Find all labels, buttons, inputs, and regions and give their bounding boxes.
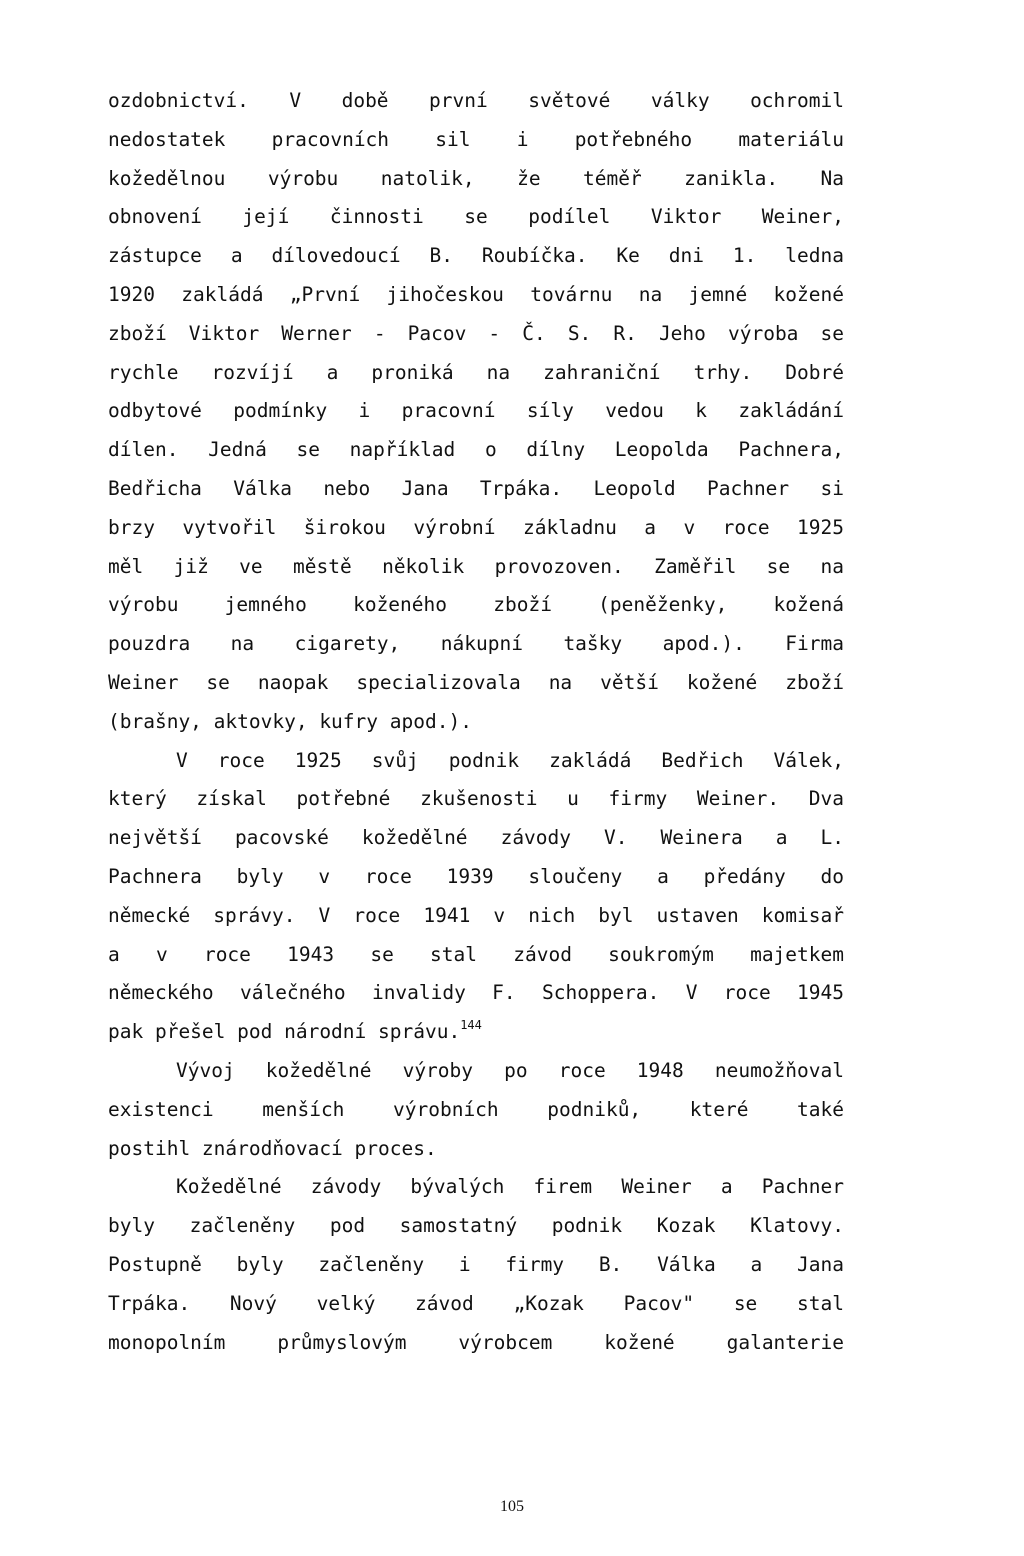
text-line-content: postihl znárodňovací proces. bbox=[108, 1136, 437, 1160]
text-line-content: brzy vytvořil širokou výrobní základnu a v roce 1925 bbox=[108, 515, 844, 539]
text-line bbox=[108, 160, 844, 199]
text-line-content: 1920 zakládá „První jihočeskou továrnu na jemné kožené bbox=[108, 282, 844, 306]
text-line bbox=[108, 1207, 844, 1246]
text-line bbox=[108, 703, 844, 742]
text-line bbox=[108, 936, 844, 975]
text-line bbox=[108, 780, 844, 819]
text-line bbox=[108, 198, 844, 237]
text-line bbox=[108, 548, 844, 587]
text-line-content: (brašny, aktovky, kufry apod.). bbox=[108, 709, 472, 733]
text-line-content: Vývoj kožedělné výroby po roce 1948 neumožňoval bbox=[176, 1058, 844, 1082]
text-line-content: Bedřicha Válka nebo Jana Trpáka. Leopold Pachner si bbox=[108, 476, 844, 500]
text-line-content: německého válečného invalidy F. Schoppera. V roce 1945 bbox=[108, 981, 844, 1005]
text-line bbox=[108, 974, 844, 1013]
text-line bbox=[108, 1052, 844, 1091]
text-line-content: kožedělnou výrobu natolik, že téměř zanikla. Na bbox=[108, 166, 844, 190]
text-line-content: odbytové podmínky i pracovní síly vedou k zakládání bbox=[108, 399, 844, 423]
text-line bbox=[108, 276, 844, 315]
text-line-content: ozdobnictví. V době první světové války ochromil bbox=[108, 89, 844, 112]
text-line-content: měl již ve městě několik provozoven. Zaměřil se na bbox=[108, 554, 844, 578]
text-line bbox=[108, 392, 844, 431]
footnote-marker: 144 bbox=[460, 1018, 482, 1033]
text-line bbox=[108, 897, 844, 936]
text-line bbox=[108, 237, 844, 276]
text-line-content: pak přešel pod národní správu. bbox=[108, 1020, 461, 1044]
text-line bbox=[108, 625, 844, 664]
text-line bbox=[108, 315, 844, 354]
text-line-content: obnovení její činnosti se podílel Viktor Weiner, bbox=[108, 205, 844, 229]
text-line-content: nedostatek pracovních sil i potřebného materiálu bbox=[108, 127, 844, 151]
text-line-content: německé správy. V roce 1941 v nich byl ustaven komisař bbox=[108, 903, 844, 927]
text-line bbox=[108, 509, 844, 548]
body-text bbox=[108, 82, 844, 1362]
text-line-content: Postupně byly začleněny i firmy B. Válka a Jana bbox=[108, 1252, 844, 1276]
text-line bbox=[108, 1091, 844, 1130]
text-line bbox=[108, 664, 844, 703]
text-line-content: výrobu jemného koženého zboží (peněženky, kožená bbox=[108, 593, 844, 617]
text-line bbox=[108, 470, 844, 509]
text-line bbox=[108, 431, 844, 470]
text-line-content: existenci menších výrobních podniků, které také bbox=[108, 1097, 844, 1121]
text-line-content: dílen. Jedná se například o dílny Leopolda Pachnera, bbox=[108, 438, 844, 462]
text-line-content: Pachnera byly v roce 1939 sloučeny a předány do bbox=[108, 864, 844, 888]
text-line-content: V roce 1925 svůj podnik zakládá Bedřich Válek, bbox=[176, 748, 844, 772]
text-line bbox=[108, 819, 844, 858]
text-line-content: a v roce 1943 se stal závod soukromým majetkem bbox=[108, 942, 844, 966]
text-line bbox=[108, 1324, 844, 1363]
text-line bbox=[108, 742, 844, 781]
text-line-content: zboží Viktor Werner - Pacov - Č. S. R. Jeho výroba se bbox=[108, 321, 844, 345]
text-line-content: největší pacovské kožedělné závody V. Weinera a L. bbox=[108, 826, 844, 850]
text-line bbox=[108, 121, 844, 160]
text-line-content: Weiner se naopak specializovala na větší kožené zboží bbox=[108, 670, 844, 694]
text-line bbox=[108, 1013, 844, 1052]
text-line-content: který získal potřebné zkušenosti u firmy Weiner. Dva bbox=[108, 787, 844, 811]
text-line-content: zástupce a dílovedoucí B. Roubíčka. Ke dni 1. ledna bbox=[108, 244, 844, 268]
text-line-content: Trpáka. Nový velký závod „Kozak Pacov" se stal bbox=[108, 1291, 844, 1315]
text-line bbox=[108, 586, 844, 625]
text-line bbox=[108, 1168, 844, 1207]
text-line bbox=[108, 354, 844, 393]
text-line-content: rychle rozvíjí a proniká na zahraniční trhy. Dobré bbox=[108, 360, 844, 384]
text-line-content: monopolním průmyslovým výrobcem kožené galanterie bbox=[108, 1330, 844, 1354]
text-line-content: pouzdra na cigarety, nákupní tašky apod.). Firma bbox=[108, 632, 844, 656]
text-line-content: byly začleněny pod samostatný podnik Kozak Klatovy. bbox=[108, 1214, 844, 1238]
text-line bbox=[108, 82, 844, 121]
text-line-content: Kožedělné závody bývalých firem Weiner a Pachner bbox=[176, 1175, 844, 1199]
text-line bbox=[108, 1246, 844, 1285]
text-line bbox=[108, 1285, 844, 1324]
text-line bbox=[108, 858, 844, 897]
page-number: 105 bbox=[500, 1498, 524, 1515]
text-line bbox=[108, 1130, 844, 1169]
